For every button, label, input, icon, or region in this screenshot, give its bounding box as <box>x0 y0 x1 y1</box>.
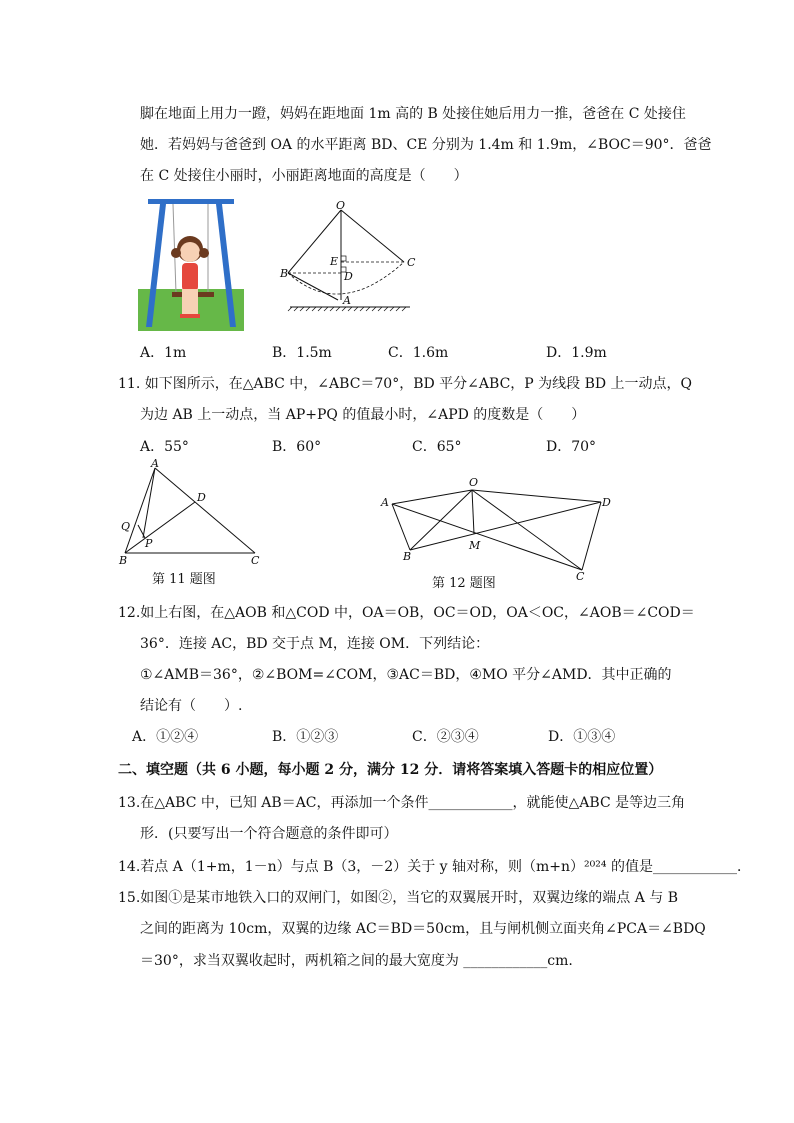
q11-option-d: D．70° <box>546 439 597 455</box>
q12-line-2: 36°．连接 AC，BD 交于点 M，连接 OM．下列结论： <box>140 636 490 652</box>
q12-label-b: B <box>403 550 412 563</box>
q13-line-2: 形．(只要写出一个符合题意的条件即可） <box>140 826 398 842</box>
q12-label-o: O <box>469 476 479 489</box>
q11-label-c: C <box>251 554 260 567</box>
q12-option-d: D．①③④ <box>548 729 616 745</box>
q11-label-d: D <box>197 491 206 504</box>
q10-label-d: D <box>344 270 353 283</box>
q15-line-2: 之间的距离为 10cm，双翼的边缘 AC＝BD＝50cm，且与闸机侧立面夹角∠PCA＝∠BDQ <box>140 921 706 937</box>
q11-line-1: 11. 如下图所示，在△ABC 中，∠ABC＝70°，BD 平分∠ABC，P 为线段 BD 上一动点，Q <box>118 376 693 392</box>
q11-label-q: Q <box>121 520 131 533</box>
q10-line-3: 在 C 处接住小丽时，小丽距离地面的高度是（ ） <box>140 168 468 184</box>
q15-line-1: 15.如图①是某市地铁入口的双闸门，如图②，当它的双翼展开时，双翼边缘的端点 A 与 B <box>118 890 679 906</box>
q11-option-c: C．65° <box>412 439 462 455</box>
q12-caption: 第 12 题图 <box>432 576 496 591</box>
q10-option-b: B．1.5m <box>272 345 332 361</box>
q13-line-1: 13.在△ABC 中，已知 AB＝AC，再添加一个条件____________，就能使△ABC 是等边三角 <box>118 795 686 811</box>
q12-option-a: A．①②④ <box>132 729 199 745</box>
q11-label-b: B <box>119 554 128 567</box>
q12-line-4: 结论有（ ）. <box>140 698 243 714</box>
q12-option-c: C．②③④ <box>412 729 479 745</box>
q12-line-1: 12.如上右图，在△AOB 和△COD 中，OA＝OB，OC＝OD，OA＜OC，∠AOB＝∠COD＝ <box>118 605 695 621</box>
q12-figure <box>375 470 625 582</box>
q12-line-3: ①∠AMB＝36°，②∠BOM=∠COM，③AC＝BD，④MO 平分∠AMD．其中正确的 <box>140 667 672 683</box>
q11-caption: 第 11 题图 <box>152 572 216 587</box>
q12-option-b: B．①②③ <box>272 729 339 745</box>
q10-line-2: 她．若妈妈与爸爸到 OA 的水平距离 BD、CE 分别为 1.4m 和 1.9m，∠BOC＝90°．爸爸 <box>140 137 712 153</box>
q14-line-1: 14.若点 A（1+m，1－n）与点 B（3，－2）关于 y 轴对称，则（m+n）²⁰²⁴ 的值是____________． <box>118 859 751 875</box>
q10-line-1: 脚在地面上用力一蹬，妈妈在距地面 1m 高的 B 处接住她后用力一推，爸爸在 C 处接住 <box>140 106 686 122</box>
swing-illustration <box>138 197 244 331</box>
q10-label-b: B <box>280 267 289 280</box>
q10-option-a: A．1m <box>140 345 187 361</box>
q10-label-c: C <box>407 256 416 269</box>
q12-label-d: D <box>602 496 611 509</box>
q10-label-a: A <box>343 294 351 307</box>
q15-line-3: ＝30°，求当双翼收起时，两机箱之间的最大宽度为 ____________cm. <box>140 953 573 969</box>
q11-label-p: P <box>145 537 153 550</box>
q11-line-2: 为边 AB 上一动点，当 AP+PQ 的值最小时，∠APD 的度数是（ ） <box>140 407 586 423</box>
section-2-heading: 二、填空题（共 6 小题，每小题 2 分，满分 12 分．请将答案填入答题卡的相应位置） <box>118 762 663 778</box>
q11-option-a: A．55° <box>140 439 189 455</box>
q12-label-m: M <box>469 539 481 552</box>
q10-option-d: D．1.9m <box>546 345 607 361</box>
q11-label-a: A <box>151 457 159 470</box>
q12-label-a: A <box>381 496 389 509</box>
q11-figure <box>115 458 265 568</box>
q11-option-b: B．60° <box>272 439 322 455</box>
q10-label-e: E <box>330 255 339 268</box>
q10-figure <box>280 200 420 315</box>
q10-option-c: C．1.6m <box>388 345 449 361</box>
q10-label-o: O <box>336 199 346 212</box>
q12-label-c: C <box>576 570 585 583</box>
